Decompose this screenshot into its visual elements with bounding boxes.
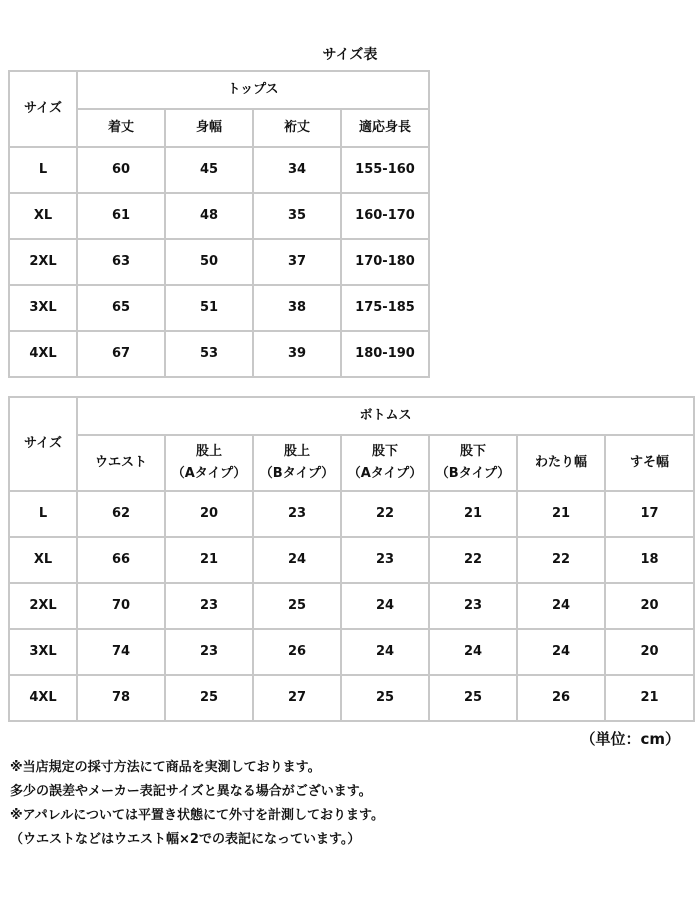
- col-header-line2: （Bタイプ）: [259, 466, 335, 481]
- value-cell: 18: [605, 537, 694, 583]
- size-cell: 2XL: [9, 239, 77, 285]
- tops-size-header: サイズ: [9, 71, 77, 147]
- size-cell: 2XL: [9, 583, 77, 629]
- value-cell: 48: [165, 193, 253, 239]
- tops-col-header: 着丈: [77, 109, 165, 147]
- value-cell: 37: [253, 239, 341, 285]
- value-cell: 65: [77, 285, 165, 331]
- value-cell: 170-180: [341, 239, 429, 285]
- value-cell: 25: [253, 583, 341, 629]
- value-cell: 25: [165, 675, 253, 721]
- value-cell: 53: [165, 331, 253, 377]
- table-row: [9, 629, 694, 675]
- col-header-line1: 股上: [283, 444, 310, 459]
- size-cell: 4XL: [9, 675, 77, 721]
- value-cell: 78: [77, 675, 165, 721]
- page-title: サイズ表: [322, 47, 378, 63]
- table-row: [9, 193, 429, 239]
- value-cell: 25: [341, 675, 429, 721]
- col-header-line1: わたり幅: [534, 455, 587, 470]
- tops-table-body: [9, 147, 429, 377]
- bottoms-size-header: サイズ: [9, 397, 77, 491]
- value-cell: 26: [253, 629, 341, 675]
- value-cell: 23: [165, 629, 253, 675]
- value-cell: 39: [253, 331, 341, 377]
- note-line: ※アパレルについては平置き状態にて外寸を計測しております。: [10, 808, 384, 823]
- value-cell: 34: [253, 147, 341, 193]
- size-cell: 3XL: [9, 285, 77, 331]
- value-cell: 24: [429, 629, 517, 675]
- value-cell: 67: [77, 331, 165, 377]
- value-cell: 35: [253, 193, 341, 239]
- value-cell: 22: [517, 537, 605, 583]
- size-cell: 4XL: [9, 331, 77, 377]
- value-cell: 24: [253, 537, 341, 583]
- table-row: [9, 491, 694, 537]
- value-cell: 24: [341, 629, 429, 675]
- value-cell: 26: [517, 675, 605, 721]
- bottoms-group-header: ボトムス: [77, 397, 694, 435]
- col-header-line1: 股下: [459, 444, 486, 459]
- table-row: [9, 331, 429, 377]
- note-line: ※当店規定の採寸方法にて商品を実測しております。: [10, 760, 321, 775]
- value-cell: 61: [77, 193, 165, 239]
- notes: [10, 756, 384, 852]
- value-cell: 23: [253, 491, 341, 537]
- value-cell: 180-190: [341, 331, 429, 377]
- note-line: （ウエストなどはウエスト幅×2での表記になっています。）: [10, 832, 361, 847]
- value-cell: 17: [605, 491, 694, 537]
- value-cell: 24: [517, 629, 605, 675]
- tops-col-header: 適応身長: [341, 109, 429, 147]
- value-cell: 20: [605, 583, 694, 629]
- bottoms-size-table: [8, 396, 695, 722]
- table-row: [9, 675, 694, 721]
- value-cell: 62: [77, 491, 165, 537]
- value-cell: 21: [517, 491, 605, 537]
- table-row: [9, 285, 429, 331]
- table-row: [9, 147, 429, 193]
- size-cell: XL: [9, 193, 77, 239]
- value-cell: 20: [165, 491, 253, 537]
- value-cell: 22: [429, 537, 517, 583]
- value-cell: 155-160: [341, 147, 429, 193]
- tops-col-header: 裄丈: [253, 109, 341, 147]
- tops-size-table: [8, 70, 430, 378]
- value-cell: 66: [77, 537, 165, 583]
- bottoms-table-body: [9, 491, 694, 721]
- bottoms-col-header: [165, 435, 253, 491]
- note-line: 多少の誤差やメーカー表記サイズと異なる場合がございます。: [10, 784, 372, 799]
- bottoms-col-header: [605, 435, 694, 491]
- value-cell: 20: [605, 629, 694, 675]
- tops-group-header: トップス: [77, 71, 429, 109]
- value-cell: 21: [429, 491, 517, 537]
- value-cell: 51: [165, 285, 253, 331]
- value-cell: 38: [253, 285, 341, 331]
- value-cell: 60: [77, 147, 165, 193]
- size-cell: XL: [9, 537, 77, 583]
- value-cell: 21: [605, 675, 694, 721]
- col-header-line1: ウエスト: [94, 455, 147, 470]
- table-row: [9, 239, 429, 285]
- col-header-line1: すそ幅: [630, 455, 670, 470]
- value-cell: 24: [341, 583, 429, 629]
- col-header-line2: （Bタイプ）: [435, 466, 511, 481]
- value-cell: 63: [77, 239, 165, 285]
- value-cell: 21: [165, 537, 253, 583]
- bottoms-col-header: [77, 435, 165, 491]
- size-cell: L: [9, 147, 77, 193]
- value-cell: 70: [77, 583, 165, 629]
- value-cell: 50: [165, 239, 253, 285]
- tops-col-header: 身幅: [165, 109, 253, 147]
- bottoms-col-header: [253, 435, 341, 491]
- value-cell: 74: [77, 629, 165, 675]
- value-cell: 25: [429, 675, 517, 721]
- size-cell: 3XL: [9, 629, 77, 675]
- value-cell: 27: [253, 675, 341, 721]
- value-cell: 45: [165, 147, 253, 193]
- value-cell: 22: [341, 491, 429, 537]
- value-cell: 23: [429, 583, 517, 629]
- value-cell: 24: [517, 583, 605, 629]
- table-row: [9, 537, 694, 583]
- col-header-line1: 股上: [195, 444, 222, 459]
- value-cell: 160-170: [341, 193, 429, 239]
- col-header-line2: （Aタイプ）: [171, 466, 247, 481]
- value-cell: 175-185: [341, 285, 429, 331]
- unit-label: （単位：cm）: [580, 730, 680, 748]
- bottoms-col-header: [341, 435, 429, 491]
- table-row: [9, 583, 694, 629]
- value-cell: 23: [165, 583, 253, 629]
- col-header-line1: 股下: [371, 444, 398, 459]
- bottoms-col-header: [429, 435, 517, 491]
- col-header-line2: （Aタイプ）: [347, 466, 423, 481]
- bottoms-col-header: [517, 435, 605, 491]
- size-cell: L: [9, 491, 77, 537]
- value-cell: 23: [341, 537, 429, 583]
